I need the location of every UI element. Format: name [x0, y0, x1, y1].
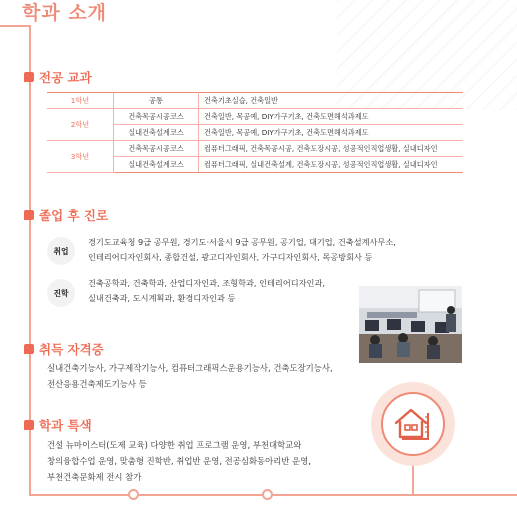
- section-features-header: [24, 416, 92, 434]
- text-line: 전산응용건축제도기능사 등: [47, 379, 147, 389]
- further-study-text: [88, 276, 325, 306]
- speech-bubble-marker-icon: [24, 72, 34, 82]
- text-line: 부천건축문화제 전시 참가: [47, 472, 142, 482]
- text-line: 인테리어디자인회사, 종합건설, 광고디자인회사, 가구디자인회사, 목공방회사 등: [88, 252, 373, 262]
- employment-text: [88, 235, 396, 265]
- speech-bubble-marker-icon: [24, 344, 34, 354]
- subjects-cell: 건축기초실습, 건축일반: [199, 93, 464, 109]
- track-cell: 건축목공시공코스: [114, 141, 199, 157]
- section-career-header: [24, 206, 108, 224]
- section-curriculum-header: [24, 68, 92, 86]
- track-cell: 공통: [114, 93, 199, 109]
- text-line: 경기도교육청 9급 공무원, 경기도·서울시 9급 공무원, 공기업, 대기업, 건축설계사무소,: [88, 237, 396, 247]
- section-title: 졸업 후 진로: [39, 208, 109, 223]
- section-title: 학과 특색: [39, 418, 92, 433]
- track-cell: 실내건축설계코스: [114, 157, 199, 173]
- year-cell: 3학년: [47, 141, 114, 173]
- subjects-cell: 컴퓨터그래픽, 건축목공시공, 건축도장시공, 성공적인직업생활, 실내디자인: [199, 141, 464, 157]
- track-cell: 실내건축설계코스: [114, 125, 199, 141]
- house-with-ruler-icon: [393, 405, 433, 443]
- speech-bubble-marker-icon: [24, 210, 34, 220]
- subjects-cell: 컴퓨터그래픽, 실내건축설계, 건축도장시공, 성공적인직업생활, 실내디자인: [199, 157, 464, 173]
- page-title: 학과 소개: [22, 2, 108, 24]
- year-cell: 2학년: [47, 109, 114, 141]
- timeline-bottom-line: [29, 494, 517, 496]
- text-line: 건설 뉴마이스터(도제 교육) 다양한 취업 프로그램 운영, 부천대학교와: [47, 440, 302, 450]
- text-line: 실내건축과, 도시계획과, 환경디자인과 등: [88, 293, 236, 303]
- certs-text: [47, 360, 333, 392]
- timeline-right-line: [412, 466, 414, 495]
- text-line: 건축공학과, 건축학과, 산업디자인과, 조형학과, 인테리어디자인과,: [88, 278, 325, 288]
- section-certs-header: [24, 340, 104, 358]
- text-line: 실내건축기능사, 가구제작기능사, 컴퓨터그래픽스운용기능사, 건축도장기능사,: [47, 363, 333, 373]
- emblem: [371, 382, 455, 466]
- features-text: [47, 437, 311, 485]
- speech-bubble-marker-icon: [24, 420, 34, 430]
- table-row: [47, 141, 463, 157]
- year-cell: 1학년: [47, 93, 114, 109]
- classroom-photo-illustration: [359, 286, 462, 363]
- table-row: [47, 109, 463, 125]
- timeline-node: [128, 489, 139, 500]
- curriculum-table: [47, 92, 463, 173]
- text-line: 창의융합수업 운영, 맞춤형 진학반, 취업반 운영, 전공심화동아리반 운영,: [47, 456, 311, 466]
- track-cell: 건축목공시공코스: [114, 109, 199, 125]
- further-study-badge: 진학: [47, 279, 75, 307]
- employment-badge: 취업: [47, 237, 75, 265]
- timeline-node: [262, 489, 273, 500]
- subjects-cell: 건축일반, 목공예, DIY가구기초, 건축도면해석과제도: [199, 109, 464, 125]
- classroom-photo: [359, 286, 462, 363]
- section-title: 취득 자격증: [39, 342, 104, 357]
- table-row: [47, 93, 463, 109]
- title-underline: [0, 25, 30, 27]
- emblem-ring: [381, 392, 445, 456]
- subjects-cell: 건축일반, 목공예, DIY가구기초, 건축도면해석과제도: [199, 125, 464, 141]
- section-title: 전공 교과: [39, 70, 92, 85]
